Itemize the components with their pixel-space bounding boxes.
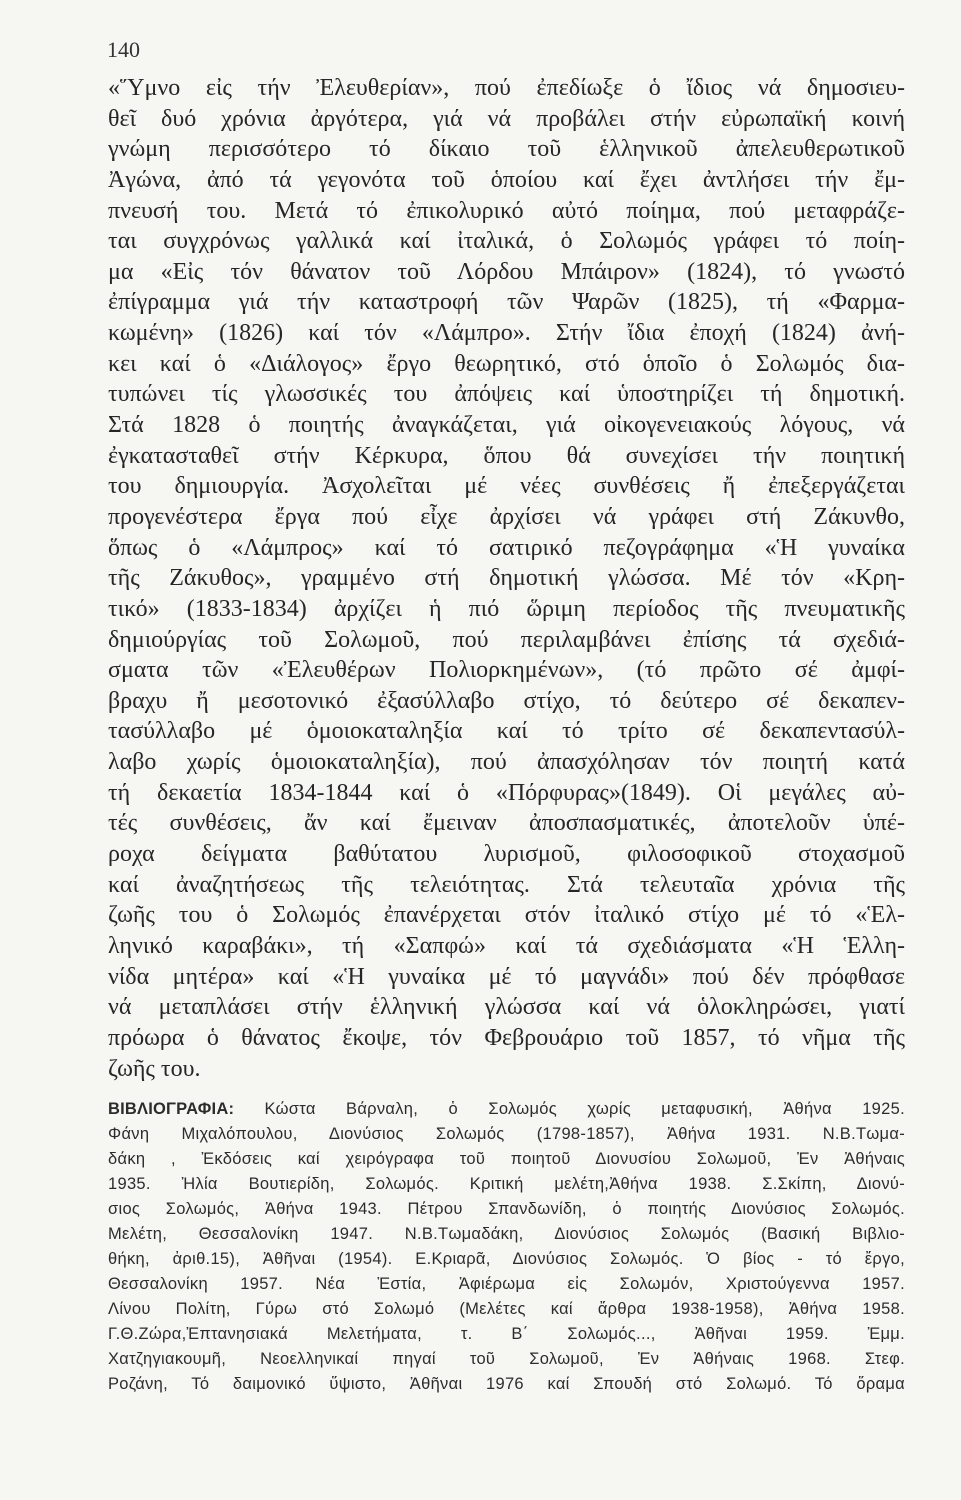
paragraph-line: λαβο χωρίς ὁμοιοκαταληξία), πού ἀπασχόλησαν τόν ποιητή κατά xyxy=(108,749,905,776)
paragraph-line: ται συγχρόνως γαλλικά καί ἰταλικά, ὁ Σολωμός γράφει τό ποίη- xyxy=(108,228,905,255)
bibliography-line: δάκη , Ἐκδόσεις καί χειρόγραφα τοῦ ποιητοῦ Διονυσίου Σολωμοῦ, Ἐν Ἀθήναις xyxy=(108,1150,905,1168)
bibliography-line: 1935. Ἠλία Βουτιερίδη, Σολωμός. Κριτική μελέτη,Ἀθήνα 1938. Σ.Σκίπη, Διονύ- xyxy=(108,1175,905,1193)
bibliography-line: Φάνη Μιχαλόπουλου, Διονύσιος Σολωμός (1798-1857), Ἀθήνα 1931. Ν.Β.Τωμα- xyxy=(108,1125,905,1143)
paragraph-line: τικό» (1833-1834) ἀρχίζει ἡ πιό ὥριμη περίοδος τῆς πνευματικῆς xyxy=(108,595,905,622)
bibliography-line: Μελέτη, Θεσσαλονίκη 1947. Ν.Β.Τωμαδάκη, Διονύσιος Σολωμός (Βασική Βιβλιο- xyxy=(108,1225,905,1243)
paragraph-line: τή δεκαετία 1834-1844 καί ὁ «Πόρφυρας»(1849). Οἱ μεγάλες αὐ- xyxy=(108,779,905,806)
paragraph-line: τασύλλαβο μέ ὁμοιοκαταληξία καί τό τρίτο σέ δεκαπεντασύλ- xyxy=(108,718,905,745)
paragraph-line: γνώμη περισσότερο τό δίκαιο τοῦ ἑλληνικοῦ ἀπελευθερωτικοῦ xyxy=(108,136,905,163)
paragraph-line: δημιούργίας τοῦ Σολωμοῦ, πού περιλαμβάνει ἐπίσης τά σχεδιά- xyxy=(108,626,905,653)
paragraph-line: μα «Εἰς τόν θάνατον τοῦ Λόρδου Μπάιρον» (1824), τό γνωστό xyxy=(108,258,905,285)
main-text xyxy=(108,73,905,1084)
bibliography-line: Λίνου Πολίτη, Γύρω στό Σολωμό (Μελέτες καί ἄρθρα 1938-1958), Ἀθήνα 1958. xyxy=(108,1300,905,1318)
paragraph-line: ζωῆς του ὁ Σολωμός ἐπανέρχεται στόν ἰταλικό στίχο μέ τό «Ἑλ- xyxy=(108,902,905,929)
paragraph-line: σματα τῶν «Ἐλευθέρων Πολιορκημένων», (τό πρῶτο σέ ἀμφί- xyxy=(108,657,905,684)
bibliography-line: σιος Σολωμός, Ἀθήνα 1943. Πέτρου Σπανδωνίδη, ὁ ποιητής Διονύσιος Σολωμός. xyxy=(108,1200,905,1218)
paragraph-line: ἐπίγραμμα γιά τήν καταστροφή τῶν Ψαρῶν (1825), τή «Φαρμα- xyxy=(108,289,905,316)
bibliography-line: θήκη, ἀριθ.15), Ἀθῆναι (1954). Ε.Κριαρᾶ, Διονύσιος Σολωμός. Ὁ βίος - τό ἔργο, xyxy=(108,1250,905,1268)
paragraph-line: ἐγκατασταθεῖ στήν Κέρκυρα, ὅπου θά συνεχίσει τήν ποιητική xyxy=(108,442,905,469)
bibliography-line: Χατζηγιακουμῆ, Νεοελληνικαί πηγαί τοῦ Σολωμοῦ, Ἐν Ἀθήναις 1968. Στεφ. xyxy=(108,1350,905,1368)
paragraph-line: τές συνθέσεις, ἄν καί ἔμειναν ἀποσπασματικές, ἀποτελοῦν ὑπέ- xyxy=(108,810,905,837)
paragraph-line: τυπώνει τίς γλωσσικές του ἀπόψεις καί ὑποστηρίζει τή δημοτική. xyxy=(108,381,905,408)
paragraph-line: νά μεταπλάσει στήν ἑλληνική γλώσσα καί νά ὁλοκληρώσει, γιατί xyxy=(108,994,905,1021)
bibliography-heading: ΒΙΒΛΙΟΓΡΑΦΙΑ: xyxy=(108,1100,235,1118)
page-number: 140 xyxy=(107,37,140,62)
bibliography-line: Θεσσαλονίκη 1957. Νέα Ἑστία, Ἀφιέρωμα εἰς Σολωμόν, Χριστούγεννα 1957. xyxy=(108,1275,905,1293)
bibliography-entry-text: Κώστα Βάρναλη, ὁ Σολωμός χωρίς μεταφυσική, Ἀθήνα 1925. xyxy=(264,1100,905,1118)
paragraph-line: νίδα μητέρα» καί «Ἡ γυναίκα μέ τό μαγνάδι» πού δέν πρόφθασε xyxy=(108,963,905,990)
paragraph-line: του δημιουργία. Ἀσχολεῖται μέ νέες συνθέσεις ἤ ἐπεξεργάζεται xyxy=(108,473,905,500)
paragraph-line: ροχα δείγματα βαθύτατου λυρισμοῦ, φιλοσοφικοῦ στοχασμοῦ xyxy=(108,841,905,868)
paragraph-line: τῆς Ζάκυθος», γραμμένο στή δημοτική γλώσσα. Μέ τόν «Κρη- xyxy=(108,565,905,592)
bibliography-line: Ροζάνη, Τό δαιμονικό ὕψιστο, Ἀθῆναι 1976 καί Σπουδή στό Σολωμό. Τό ὅραμα xyxy=(108,1375,905,1393)
paragraph-line: ληνικό καραβάκι», τή «Σαπφώ» καί τά σχεδιάσματα «Ἡ Ἑλλη- xyxy=(108,932,905,959)
paragraph-line: κει καί ὁ «Διάλογος» ἔργο θεωρητικό, στό ὁποῖο ὁ Σολωμός δια- xyxy=(108,350,905,377)
paragraph-line: πρόωρα ὁ θάνατος ἔκοψε, τόν Φεβρουάριο τοῦ 1857, τό νῆμα τῆς xyxy=(108,1024,905,1051)
paragraph-line: ὅπως ὁ «Λάμπρος» καί τό σατιρικό πεζογράφημα «Ἡ γυναίκα xyxy=(108,534,905,561)
bibliography xyxy=(108,1097,905,1397)
paragraph-line: Στά 1828 ὁ ποιητής ἀναγκάζεται, γιά οἰκογενειακούς λόγους, νά xyxy=(108,412,905,439)
paragraph-line: «Ὕμνο εἰς τήν Ἐλευθερίαν», πού ἐπεδίωξε ὁ ἴδιος νά δημοσιευ- xyxy=(108,75,905,101)
bibliography-line xyxy=(108,1097,905,1122)
paragraph-line: θεῖ δυό χρόνια ἀργότερα, γιά νά προβάλει στήν εὐρωπαϊκή κοινή xyxy=(108,105,905,132)
paragraph-line: καί ἀναζητήσεως τῆς τελειότητας. Στά τελευταῖα χρόνια τῆς xyxy=(108,871,905,898)
bibliography-line: Γ.Θ.Ζώρα,Ἐπτανησιακά Μελετήματα, τ. Β΄ Σολωμός..., Ἀθῆναι 1959. Ἐμμ. xyxy=(108,1325,905,1343)
paragraph-line: βραχυ ἤ μεσοτονικό ἐξασύλλαβο στίχο, τό δεύτερο σέ δεκαπεν- xyxy=(108,687,905,714)
paragraph-line: πνευσή του. Μετά τό ἐπικολυρικό αὐτό ποίημα, πού μεταφράζε- xyxy=(108,197,905,224)
paragraph-line: κωμένη» (1826) καί τόν «Λάμπρο». Στήν ἴδια ἐποχή (1824) ἀνή- xyxy=(108,320,905,347)
paragraph-line: προγενέστερα ἔργα πού εἶχε ἀρχίσει νά γράφει στή Ζάκυνθο, xyxy=(108,503,905,530)
paragraph-last-line: ζωῆς του. xyxy=(108,1055,201,1082)
paragraph-line: Ἀγώνα, ἀπό τά γεγονότα τοῦ ὁποίου καί ἔχει ἀντλήσει τήν ἔμ- xyxy=(108,166,905,193)
